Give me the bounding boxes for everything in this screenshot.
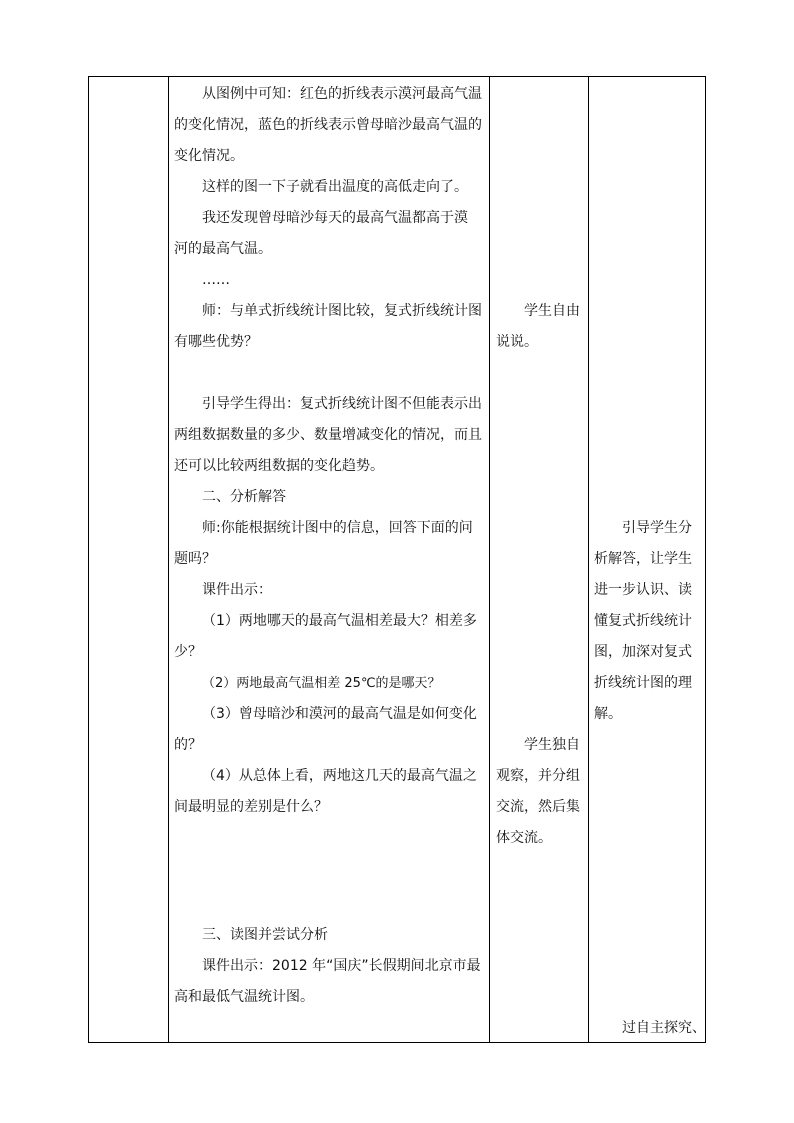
question-4 [174,761,477,823]
text-line: 懂复式折线统计 [594,613,692,629]
courseware-chart [174,951,481,1013]
text-line: （3）曾母暗沙和漠河的最高气温是如何变化 [202,706,477,722]
student-activity-b [496,730,580,854]
text-line: 少？ [174,644,202,660]
text-line: 交流，然后集 [496,799,580,815]
text-line: 的？ [174,737,202,753]
text-line: 师:你能根据统计图中的信息，回答下面的问 [202,520,473,536]
text-line: 二、分析解答 [202,489,286,505]
text-line: （2）两地最高气温相差 25℃的是哪天？ [202,676,441,691]
text-line: 的变化情况，蓝色的折线表示曾母暗沙最高气温的 [174,117,482,133]
stage-column [89,77,168,1042]
student-activity-a [496,296,580,358]
text-line: 题吗？ [174,551,216,567]
design-intent-b [594,1013,706,1044]
text-line: （4）从总体上看，两地这几天的最高气温之 [202,768,477,784]
question-2 [174,668,441,699]
trend-comment [174,172,468,203]
text-line: 析解答，让学生 [594,551,692,567]
question-3 [174,699,477,761]
legend-explanation [174,79,482,172]
text-line: 折线统计图的理 [594,675,692,691]
courseware-show [174,575,272,606]
text-line: 引导学生分 [622,520,692,536]
design-intent-a [594,513,692,730]
text-line: 引导学生得出：复式折线统计图不但能表示出 [202,396,482,412]
text-line: 观察，并分组 [496,768,580,784]
teaching-process-column [169,77,489,1042]
question-1 [174,606,477,668]
text-line: 过自主探究、 [622,1020,706,1036]
text-line: 学生自由 [524,303,580,319]
text-line: 说说。 [496,334,538,350]
text-line: 变化情况。 [174,148,244,164]
text-line: 我还发现曾母暗沙每天的最高气温都高于漠 [202,210,468,226]
lesson-plan-table [88,76,706,1043]
text-line: 课件出示： [202,582,272,598]
text-line: …… [202,272,230,288]
text-line: 两组数据数量的多少、数量增减变化的情况，而且 [174,427,482,443]
text-line: 三、读图并尝试分析 [202,927,328,943]
text-line: 图，加深对复式 [594,644,692,660]
text-line: 还可以比较两组数据的变化趋势。 [174,458,384,474]
section-heading-3 [174,920,328,951]
text-line: 河的最高气温。 [174,241,272,257]
teacher-prompt [174,513,473,575]
text-line: 师：与单式折线统计图比较，复式折线统计图 [202,303,482,319]
text-line: 有哪些优势？ [174,334,258,350]
guided-conclusion [174,389,482,482]
text-line: 从图例中可知：红色的折线表示漠河最高气温 [202,86,482,102]
text-line: 间最明显的差别是什么？ [174,799,328,815]
student-activity-column [490,77,588,1042]
section-heading-2 [174,482,286,513]
text-line: 高和最低气温统计图。 [174,989,314,1005]
text-line: 这样的图一下子就看出温度的高低走向了。 [202,179,468,195]
text-line: （1）两地哪天的最高气温相差最大？相差多 [202,613,477,629]
text-line: 进一步认识、读 [594,582,692,598]
text-line: 学生独自 [524,737,580,753]
text-line: 课件出示：2012 年“国庆”长假期间北京市最 [202,958,481,974]
comparison-comment [174,203,468,265]
text-line: 解。 [594,706,622,722]
text-line: 体交流。 [496,830,552,846]
design-intent-column [589,77,707,1042]
teacher-question [174,296,482,358]
ellipsis [174,265,230,296]
